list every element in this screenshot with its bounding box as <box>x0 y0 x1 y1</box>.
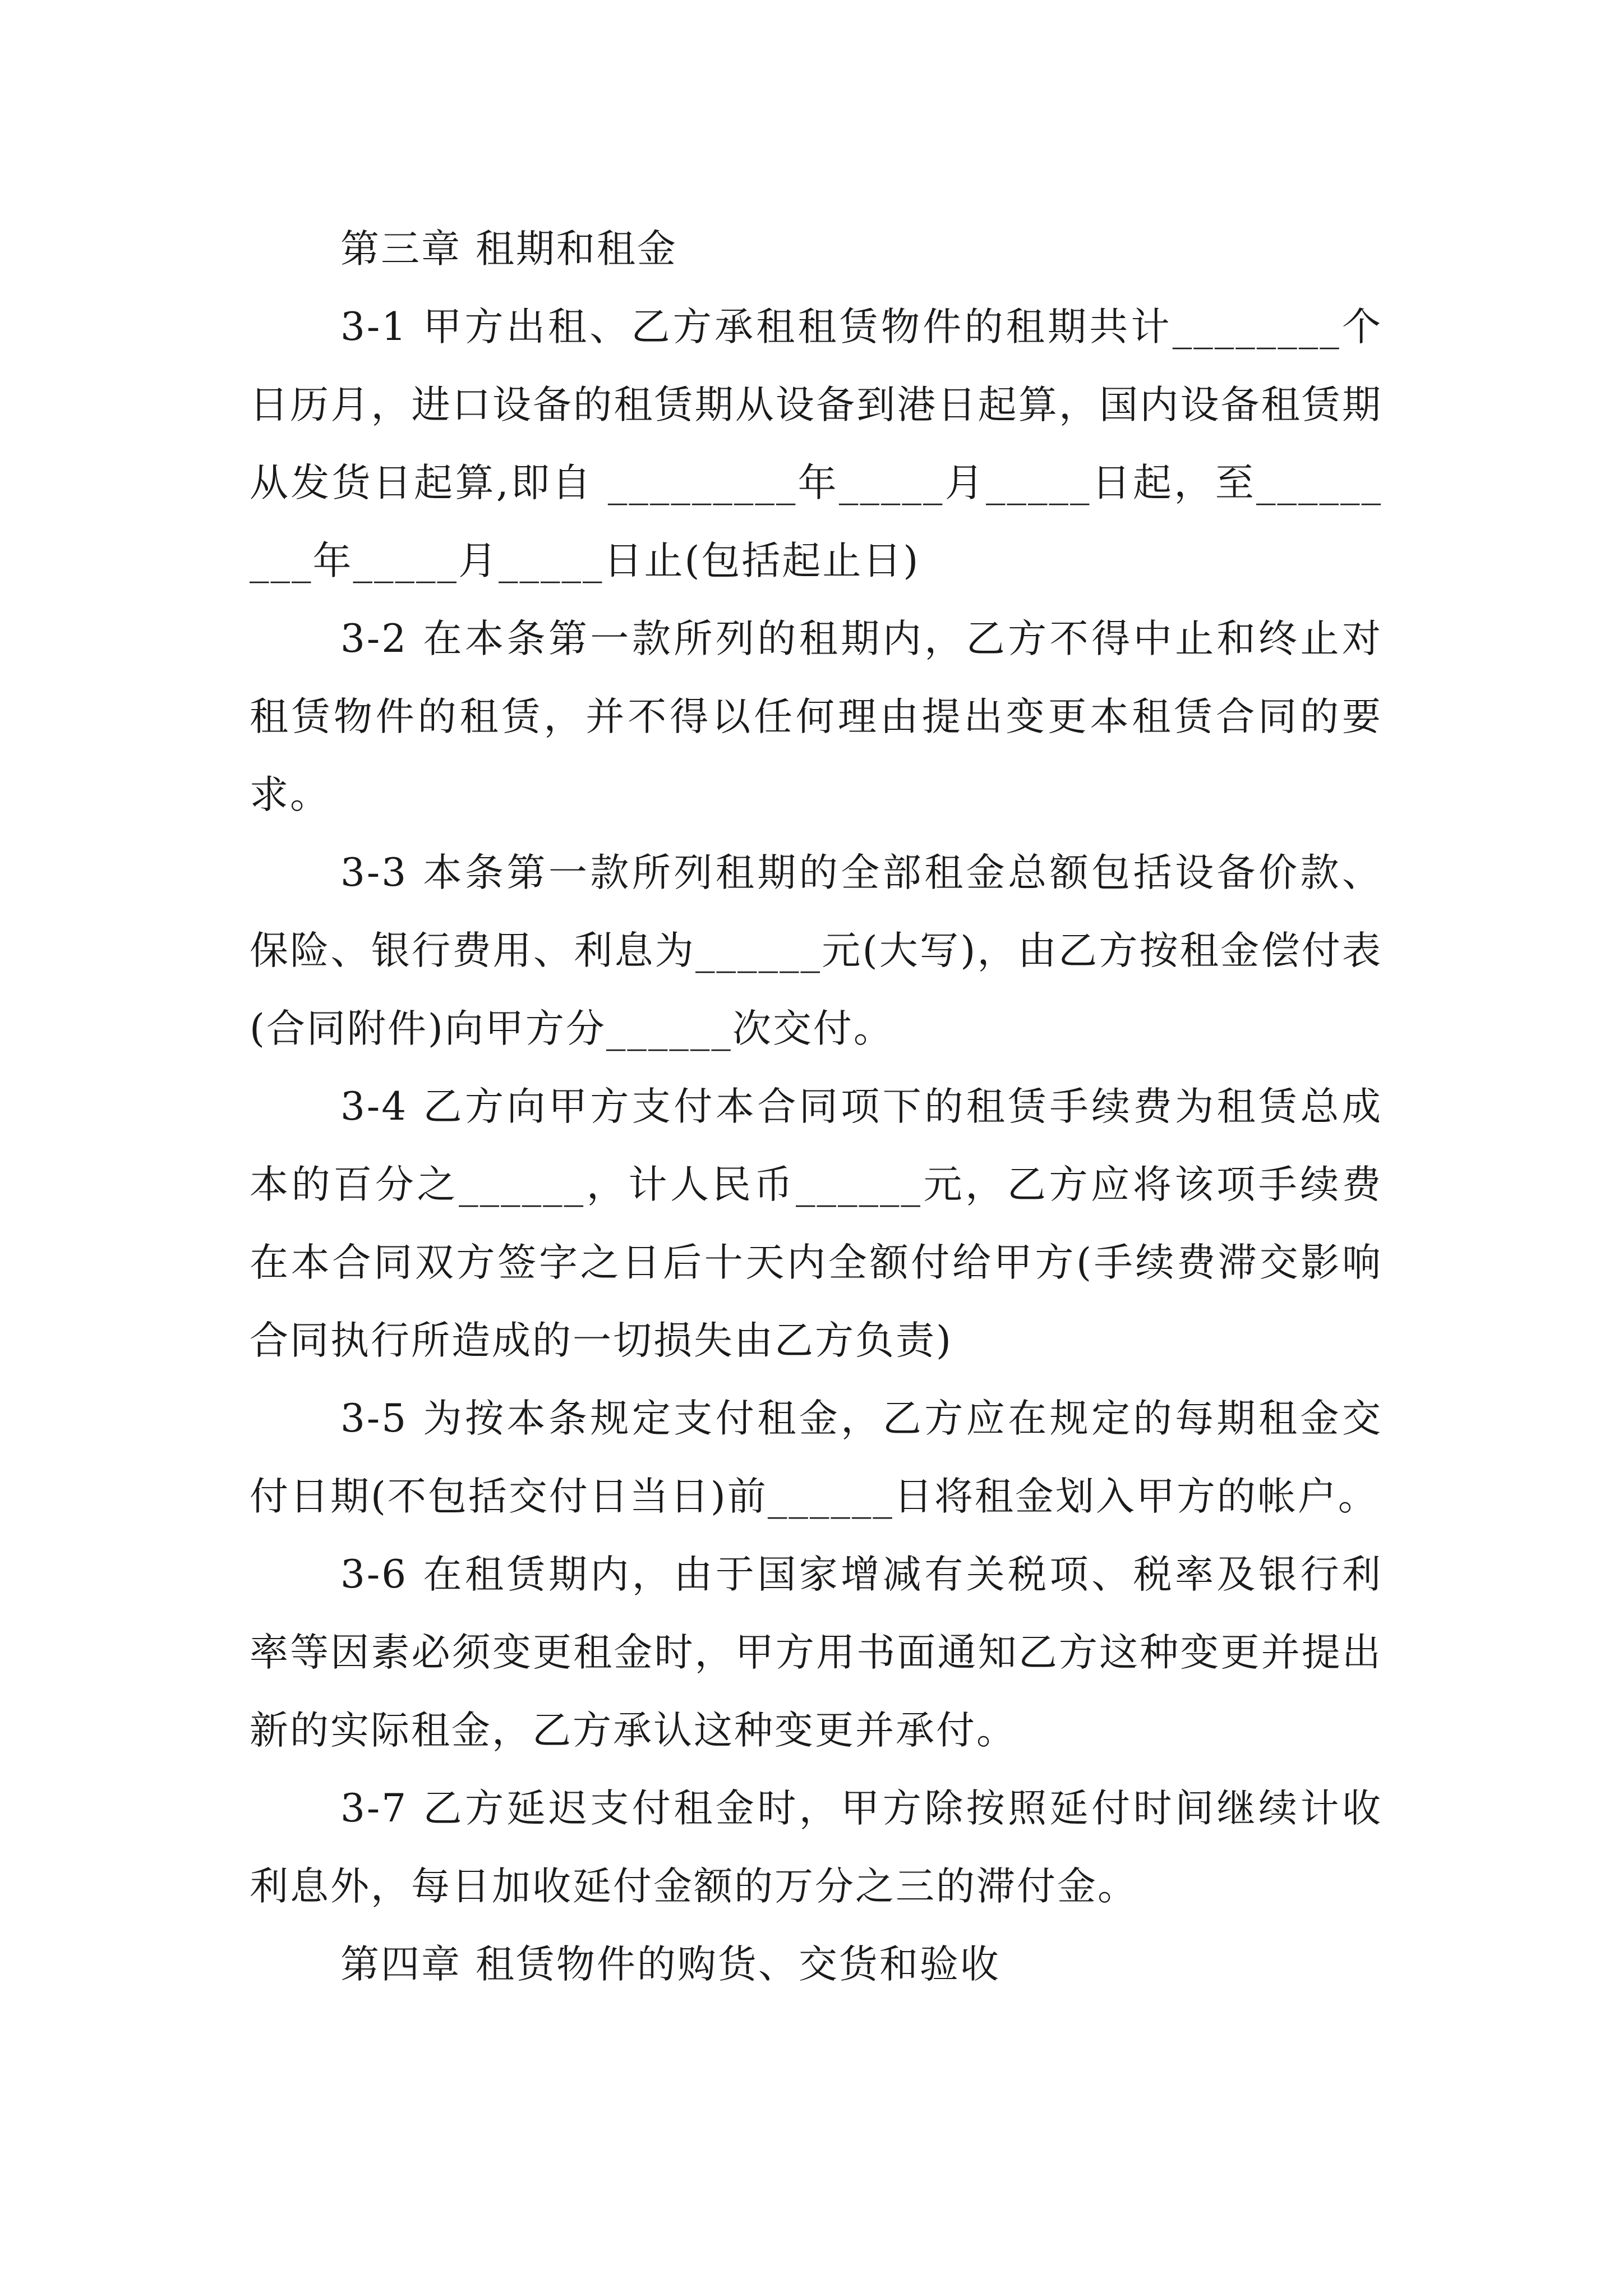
clause-3-5: 3-5 为按本条规定支付租金，乙方应在规定的每期租金交付日期(不包括交付日当日)前______日将租金划入甲方的帐户。 <box>250 1396 1382 1519</box>
clause-3-4: 3-4 乙方向甲方支付本合同项下的租赁手续费为租赁总成本的百分之______，计人民币______元，乙方应将该项手续费在本合同双方签字之日后十天内全额付给甲方(手续费滞交影响合同执行所造成的一切损失由乙方负责) <box>250 1084 1382 1363</box>
clause-3-1: 3-1 甲方出租、乙方承租租赁物件的租期共计________个日历月，进口设备的租赁期从设备到港日起算，国内设备租赁期从发货日起算,即自 _________年_____月_____日起，至_________年_____月_____日止(包括起止日) <box>250 305 1382 583</box>
clause-3-3: 3-3 本条第一款所列租期的全部租金总额包括设备价款、保险、银行费用、利息为______元(大写)，由乙方按租金偿付表(合同附件)向甲方分______次交付。 <box>250 850 1382 1051</box>
document-body <box>250 210 1382 2004</box>
chapter-3-heading: 第三章 租期和租金 <box>340 227 677 272</box>
chapter-4-heading: 第四章 租赁物件的购货、交货和验收 <box>340 1942 1000 1987</box>
clause-3-6: 3-6 在租赁期内，由于国家增减有关税项、税率及银行利率等因素必须变更租金时，甲方用书面通知乙方这种变更并提出新的实际租金，乙方承认这种变更并承付。 <box>250 1552 1382 1753</box>
clause-3-7: 3-7 乙方延迟支付租金时，甲方除按照延付时间继续计收利息外，每日加收延付金额的万分之三的滞付金。 <box>250 1786 1382 1909</box>
clause-3-2: 3-2 在本条第一款所列的租期内，乙方不得中止和终止对租赁物件的租赁，并不得以任何理由提出变更本租赁合同的要求。 <box>250 616 1382 817</box>
